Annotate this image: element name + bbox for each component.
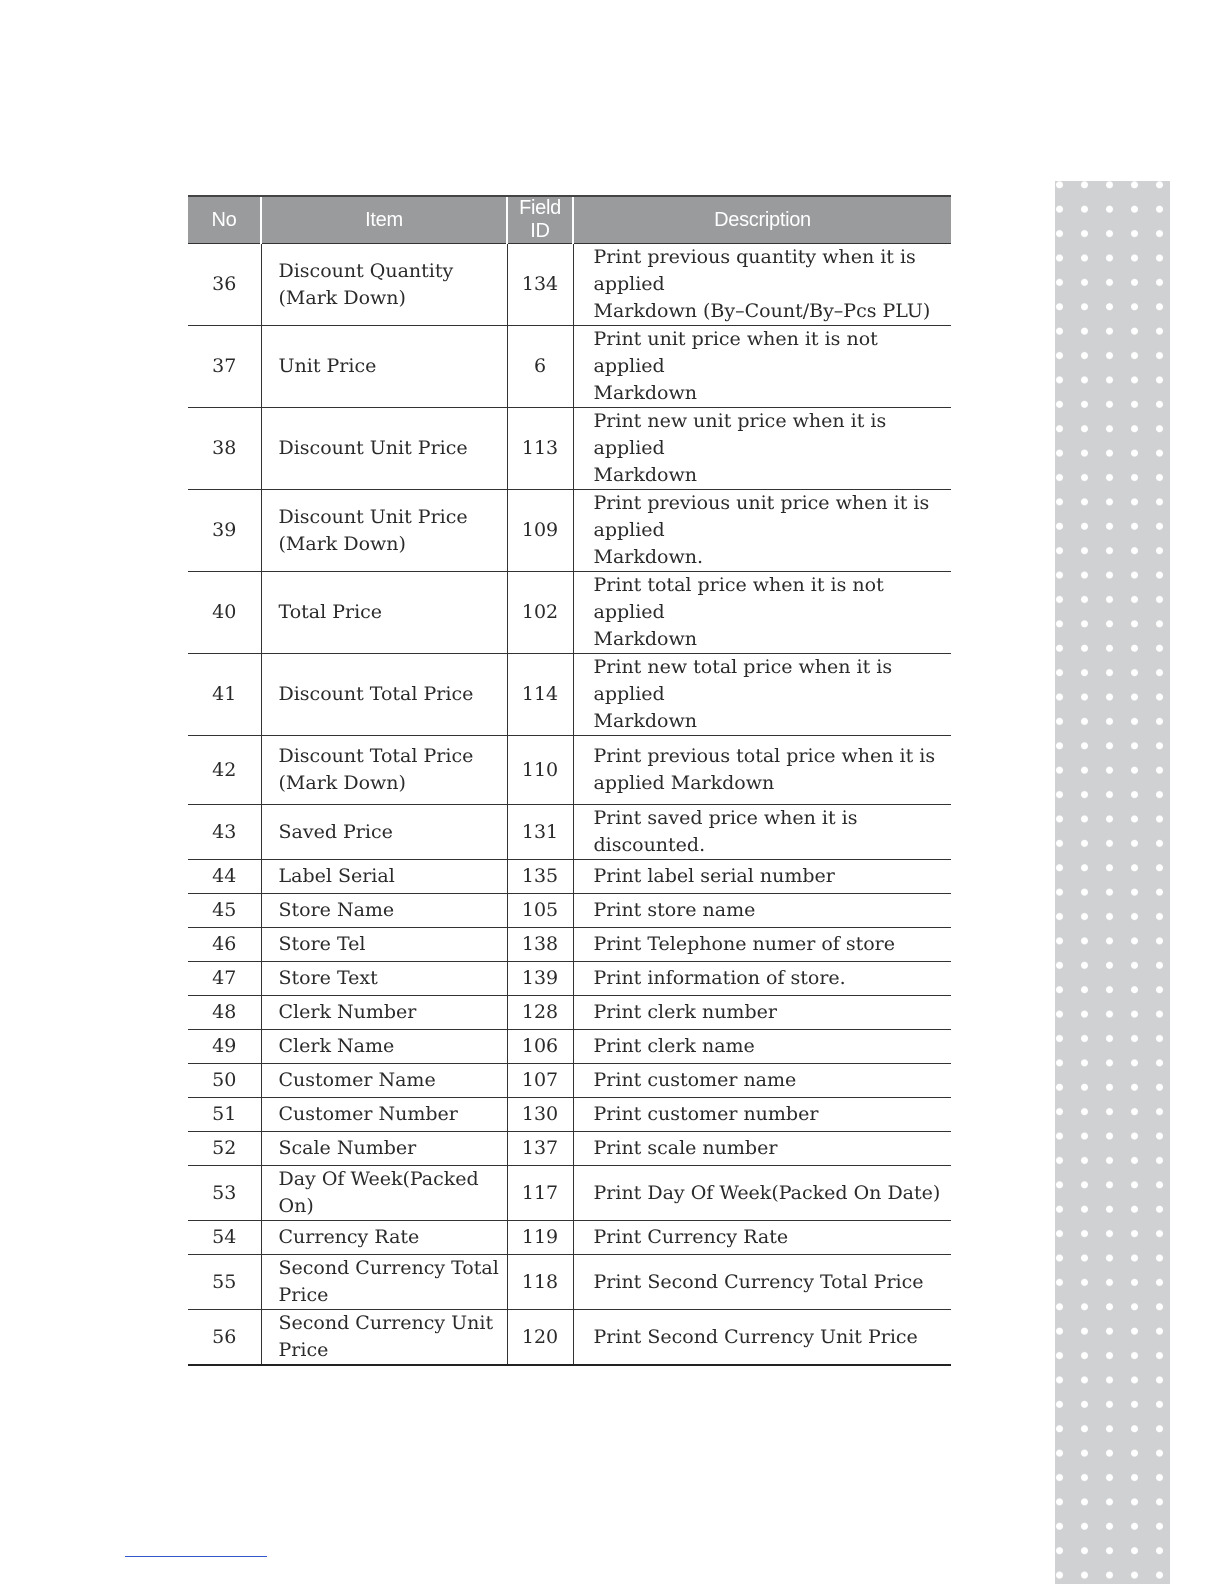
table-row xyxy=(188,928,951,962)
header-description: Description xyxy=(573,196,951,244)
item-line: Second Currency Unit Price xyxy=(278,1312,494,1361)
table-row xyxy=(188,1255,951,1310)
cell-description xyxy=(573,1310,951,1366)
item-line: Label Serial xyxy=(278,865,395,887)
table-row xyxy=(188,996,951,1030)
item-line: Day Of Week(Packed On) xyxy=(278,1168,479,1217)
cell-item xyxy=(261,996,507,1030)
cell-item xyxy=(261,1030,507,1064)
table-row xyxy=(188,1166,951,1221)
item-line: Scale Number xyxy=(278,1137,417,1159)
cell-item xyxy=(261,860,507,894)
description-line: Markdown xyxy=(593,464,697,486)
cell-description xyxy=(573,1255,951,1310)
header-item: Item xyxy=(261,196,507,244)
cell-field-id: 6 xyxy=(507,326,573,408)
description-line: Print new total price when it is applied xyxy=(593,656,893,705)
item-line: Discount Quantity xyxy=(278,259,454,282)
item-line: Second Currency Total Price xyxy=(278,1257,499,1306)
cell-field-id: 107 xyxy=(507,1064,573,1098)
description-line: applied Markdown xyxy=(593,772,775,794)
cell-item xyxy=(261,654,507,736)
cell-no: 43 xyxy=(188,805,261,860)
table-row xyxy=(188,654,951,736)
item-line: Customer Number xyxy=(278,1103,458,1125)
cell-item xyxy=(261,962,507,996)
description-line: Print Second Currency Total Price xyxy=(593,1270,924,1293)
cell-field-id: 120 xyxy=(507,1310,573,1366)
cell-field-id: 139 xyxy=(507,962,573,996)
cell-description xyxy=(573,408,951,490)
table-row xyxy=(188,805,951,860)
cell-no: 55 xyxy=(188,1255,261,1310)
table-row xyxy=(188,1310,951,1366)
description-line: Markdown (By–Count/By–Pcs PLU) xyxy=(593,300,931,322)
table-row xyxy=(188,326,951,408)
table-row xyxy=(188,1030,951,1064)
cell-description xyxy=(573,326,951,408)
cell-field-id: 134 xyxy=(507,244,573,326)
table-row xyxy=(188,1221,951,1255)
table-row xyxy=(188,860,951,894)
cell-no: 47 xyxy=(188,962,261,996)
footer-rule xyxy=(125,1556,267,1557)
cell-description xyxy=(573,1030,951,1064)
cell-item xyxy=(261,572,507,654)
description-line: Print previous unit price when it is applied xyxy=(593,492,930,541)
table-row xyxy=(188,1064,951,1098)
cell-description xyxy=(573,1064,951,1098)
cell-no: 48 xyxy=(188,996,261,1030)
header-no: No xyxy=(188,196,261,244)
item-line: Total Price xyxy=(278,601,383,623)
description-line: Print customer name xyxy=(593,1069,797,1091)
cell-description xyxy=(573,860,951,894)
cell-field-id: 114 xyxy=(507,654,573,736)
cell-item xyxy=(261,408,507,490)
item-line: Saved Price xyxy=(278,820,393,843)
table-row xyxy=(188,962,951,996)
table-row xyxy=(188,572,951,654)
cell-field-id: 113 xyxy=(507,408,573,490)
item-line: Discount Total Price xyxy=(278,745,474,767)
cell-item xyxy=(261,1064,507,1098)
description-line: Markdown xyxy=(593,628,697,650)
item-line: Store Name xyxy=(278,899,395,921)
item-line: Store Tel xyxy=(278,933,366,955)
description-line: Print unit price when it is not applied xyxy=(593,328,878,377)
cell-description xyxy=(573,736,951,805)
description-line: Print new unit price when it is applied xyxy=(593,410,887,459)
description-line: Print Currency Rate xyxy=(593,1226,789,1248)
description-line: Print store name xyxy=(593,899,756,921)
description-line: Print Telephone numer of store xyxy=(593,933,895,955)
cell-field-id: 118 xyxy=(507,1255,573,1310)
description-line: Print label serial number xyxy=(593,865,835,887)
item-line: (Mark Down) xyxy=(278,772,406,794)
cell-item xyxy=(261,1132,507,1166)
cell-field-id: 110 xyxy=(507,736,573,805)
cell-no: 50 xyxy=(188,1064,261,1098)
description-line: Print information of store. xyxy=(593,967,846,989)
item-line: Discount Total Price xyxy=(278,683,474,705)
cell-item xyxy=(261,736,507,805)
cell-description xyxy=(573,490,951,572)
table-row xyxy=(188,736,951,805)
cell-item xyxy=(261,1310,507,1366)
item-line: Clerk Number xyxy=(278,1001,417,1023)
table-row xyxy=(188,490,951,572)
cell-field-id: 130 xyxy=(507,1098,573,1132)
cell-description xyxy=(573,1221,951,1255)
item-line: Clerk Name xyxy=(278,1035,395,1057)
cell-no: 38 xyxy=(188,408,261,490)
table-row xyxy=(188,1132,951,1166)
cell-field-id: 106 xyxy=(507,1030,573,1064)
cell-field-id: 135 xyxy=(507,860,573,894)
description-line: Markdown xyxy=(593,710,697,732)
description-line: Markdown. xyxy=(593,546,704,568)
item-line: Store Text xyxy=(278,967,378,989)
description-line: Print saved price when it is discounted. xyxy=(593,807,858,856)
cell-field-id: 105 xyxy=(507,894,573,928)
decorative-dot-band xyxy=(1055,181,1170,1584)
cell-field-id: 119 xyxy=(507,1221,573,1255)
cell-no: 39 xyxy=(188,490,261,572)
cell-item xyxy=(261,326,507,408)
cell-item xyxy=(261,1255,507,1310)
cell-field-id: 117 xyxy=(507,1166,573,1221)
cell-no: 54 xyxy=(188,1221,261,1255)
item-line: Discount Unit Price xyxy=(278,437,468,459)
cell-no: 41 xyxy=(188,654,261,736)
item-line: Discount Unit Price xyxy=(278,505,468,528)
cell-description xyxy=(573,654,951,736)
cell-no: 53 xyxy=(188,1166,261,1221)
cell-description xyxy=(573,894,951,928)
table-row xyxy=(188,894,951,928)
cell-description xyxy=(573,1166,951,1221)
cell-item xyxy=(261,1166,507,1221)
cell-item xyxy=(261,490,507,572)
cell-item xyxy=(261,894,507,928)
description-line: Print previous total price when it is xyxy=(593,745,936,767)
cell-no: 56 xyxy=(188,1310,261,1366)
cell-no: 52 xyxy=(188,1132,261,1166)
cell-no: 42 xyxy=(188,736,261,805)
description-line: Print clerk name xyxy=(593,1035,755,1057)
cell-item xyxy=(261,1098,507,1132)
description-line: Print Day Of Week(Packed On Date) xyxy=(593,1181,941,1204)
description-line: Print scale number xyxy=(593,1137,778,1159)
item-line: Currency Rate xyxy=(278,1226,420,1248)
header-field-id: Field ID xyxy=(507,196,573,244)
cell-description xyxy=(573,962,951,996)
cell-item xyxy=(261,805,507,860)
cell-no: 37 xyxy=(188,326,261,408)
description-line: Markdown xyxy=(593,382,697,404)
table-header xyxy=(188,196,951,244)
table-row xyxy=(188,408,951,490)
cell-description xyxy=(573,244,951,326)
cell-no: 40 xyxy=(188,572,261,654)
cell-field-id: 102 xyxy=(507,572,573,654)
table-row xyxy=(188,244,951,326)
description-line: Print previous quantity when it is applied xyxy=(593,246,916,295)
item-line: (Mark Down) xyxy=(278,286,406,309)
cell-field-id: 109 xyxy=(507,490,573,572)
cell-no: 44 xyxy=(188,860,261,894)
field-id-table xyxy=(188,195,951,1366)
cell-item xyxy=(261,244,507,326)
cell-no: 46 xyxy=(188,928,261,962)
description-line: Print clerk number xyxy=(593,1001,777,1023)
cell-field-id: 137 xyxy=(507,1132,573,1166)
cell-description xyxy=(573,1098,951,1132)
cell-no: 49 xyxy=(188,1030,261,1064)
cell-item xyxy=(261,928,507,962)
item-line: Customer Name xyxy=(278,1069,436,1091)
cell-no: 51 xyxy=(188,1098,261,1132)
description-line: Print total price when it is not applied xyxy=(593,574,884,623)
table-body xyxy=(188,244,951,1366)
item-line: (Mark Down) xyxy=(278,532,406,555)
cell-description xyxy=(573,572,951,654)
cell-item xyxy=(261,1221,507,1255)
description-line: Print customer number xyxy=(593,1103,819,1125)
cell-description xyxy=(573,928,951,962)
cell-no: 45 xyxy=(188,894,261,928)
table-row xyxy=(188,1098,951,1132)
cell-description xyxy=(573,996,951,1030)
cell-no: 36 xyxy=(188,244,261,326)
cell-field-id: 138 xyxy=(507,928,573,962)
description-line: Print Second Currency Unit Price xyxy=(593,1325,918,1348)
cell-field-id: 131 xyxy=(507,805,573,860)
cell-description xyxy=(573,1132,951,1166)
cell-description xyxy=(573,805,951,860)
cell-field-id: 128 xyxy=(507,996,573,1030)
item-line: Unit Price xyxy=(278,355,377,377)
